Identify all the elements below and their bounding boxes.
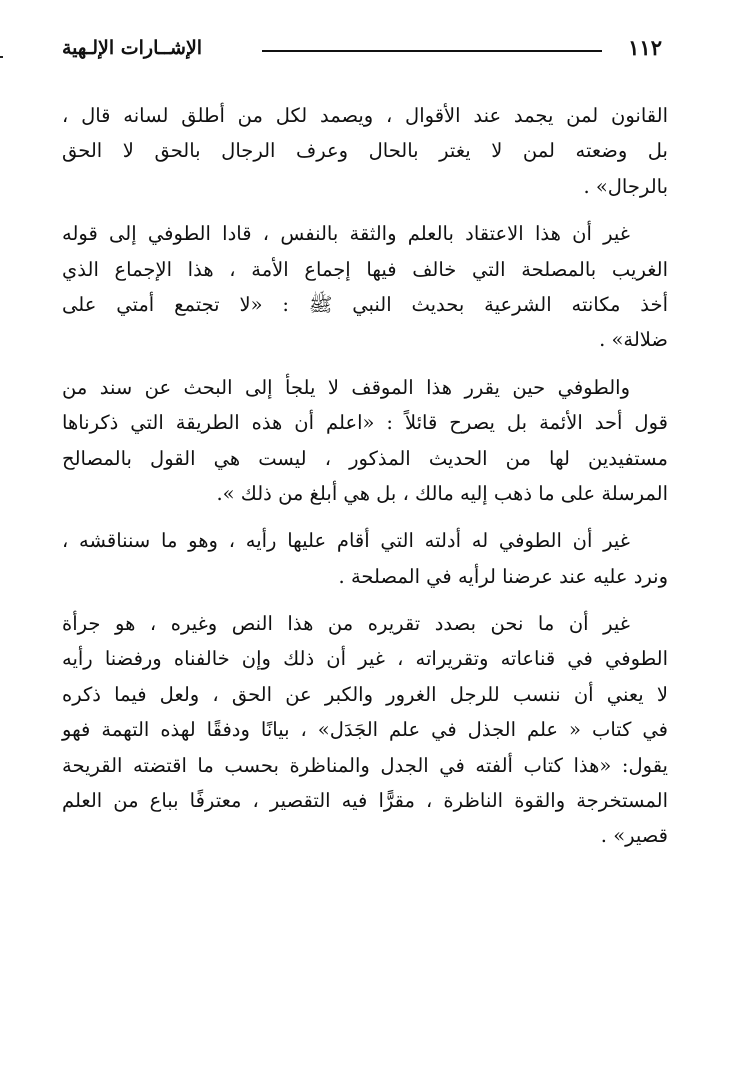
paragraph (62, 606, 668, 854)
paragraph-gap (62, 204, 668, 216)
text-line: غير أن الطوفي له أدلته التي أقام عليها رأيه ، وهو ما سنناقشه ، (62, 529, 630, 553)
text-line: ونرد عليه عند عرضنا لرأيه في المصلحة . (338, 564, 668, 588)
text-line: ضلالة» . (599, 328, 668, 352)
text-line: الغريب بالمصلحة التي خالف فيها إجماع الأمة ، هذا الإجماع الذي (62, 257, 668, 281)
page-edge-mark (0, 56, 3, 58)
text-line: بالرجال» . (583, 174, 668, 198)
text-line: الطوفي في قناعاته وتقريراته ، غير أن ذلك وإن خالفناه ورفضنا رأيه (62, 647, 668, 671)
page-header (62, 30, 662, 66)
paragraph (62, 216, 668, 358)
paragraph-gap (62, 511, 668, 523)
text-line: غير أن هذا الاعتقاد بالعلم والثقة بالنفس ، قادا الطوفي إلى قوله (62, 222, 630, 246)
text-line: أخذ مكانته الشرعية بحديث النبي ﷺ : «لا تجتمع أمتي على (62, 292, 668, 316)
text-line: المستخرجة والقوة الناظرة ، مقرًّا فيه التقصير ، معترفًا بباع من العلم (62, 789, 669, 813)
body-text (62, 98, 668, 854)
running-title: الإشــارات الإلـهية (62, 37, 203, 59)
text-line: لا يعني أن ننسب للرجل الغرور والكبر عن الحق ، ولعل فيما ذكره (62, 682, 668, 706)
text-line: قول أحد الأئمة بل يصرح قائلاً : «اعلم أن هذه الطريقة التي ذكرناها (62, 411, 668, 435)
paragraph-gap (62, 358, 668, 370)
text-line: بل وضعته لمن لا يغتر بالحال وعرف الرجال بالحق لا الحق (62, 139, 668, 163)
text-line: في كتاب « علم الجذل في علم الجَدَل» ، بيانًا ودفقًا لهذه التهمة فهو (62, 718, 668, 742)
page-number: ١١٢ (628, 35, 662, 60)
paragraph (62, 523, 668, 594)
header-rule (262, 50, 602, 52)
paragraph (62, 98, 668, 204)
text-line: مستفيدين لها من الحديث المذكور ، ليست هي القول بالمصالح (62, 446, 668, 470)
paragraph (62, 370, 668, 512)
text-line: والطوفي حين يقرر هذا الموقف لا يلجأ إلى البحث عن سند من (62, 375, 630, 399)
paragraph-gap (62, 594, 668, 606)
text-line: يقول: «هذا كتاب ألفته في الجدل والمناظرة بحسب ما اقتضته القريحة (62, 753, 668, 777)
text-line: المرسلة على ما ذهب إليه مالك ، بل هي أبلغ من ذلك ». (216, 481, 668, 505)
text-line: غير أن ما نحن بصدد تقريره من هذا النص وغيره ، هو جرأة (62, 612, 630, 636)
text-line: قصير» . (600, 824, 668, 848)
text-line: القانون لمن يجمد عند الأقوال ، ويصمد لكل من أطلق لسانه قال ، (62, 104, 668, 127)
